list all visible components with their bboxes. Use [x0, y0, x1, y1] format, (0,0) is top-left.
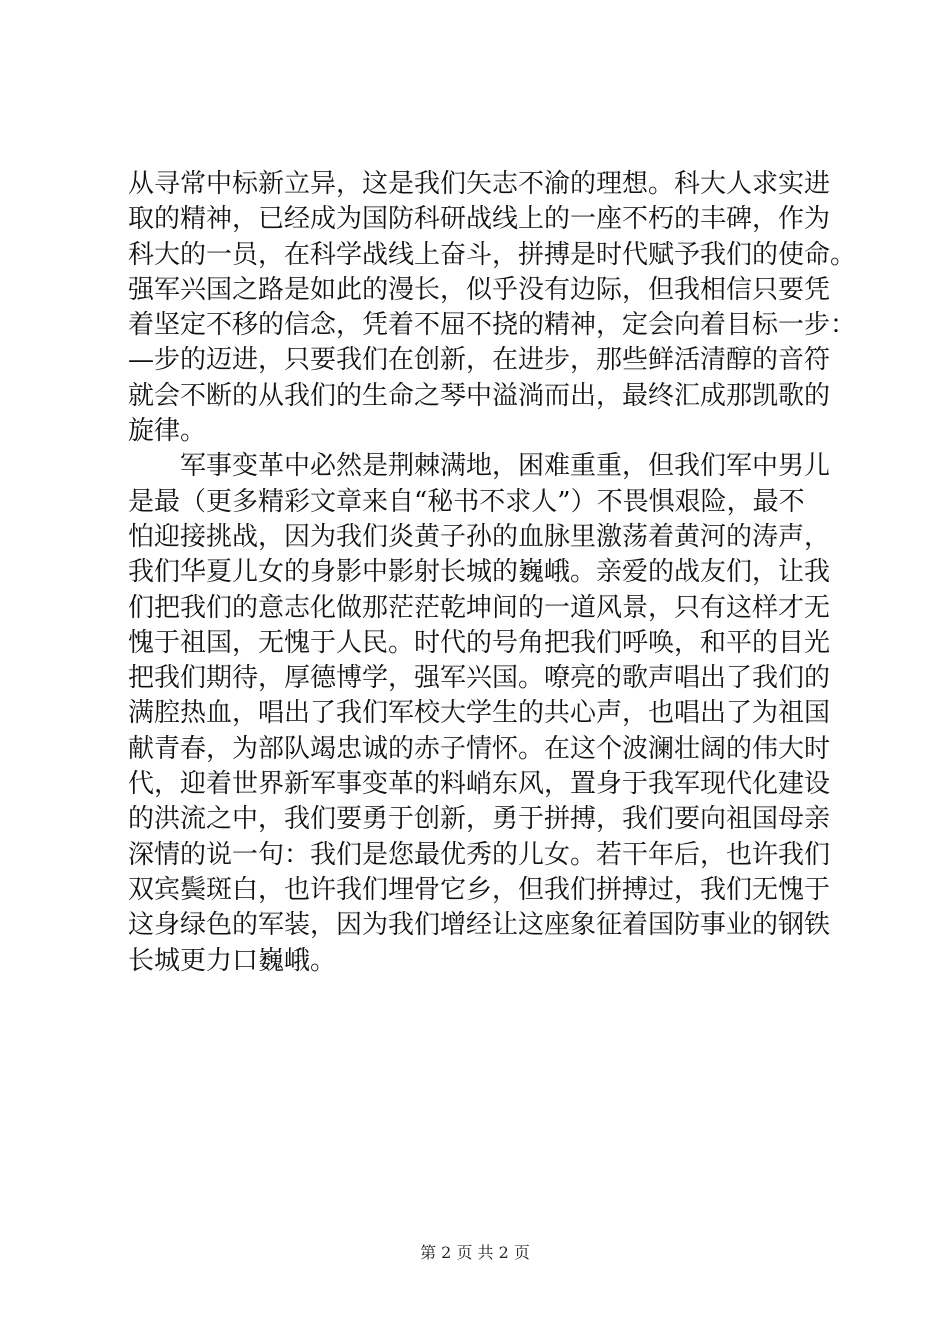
text-line: 着坚定不移的信念，凭着不屈不挠的精神，定会向着目标一步： [128, 310, 857, 341]
text-line: 我们华夏儿女的身影中影射长城的巍峨。亲爱的战友们，让我 [128, 557, 831, 588]
text-line: 深情的说一句：我们是您最优秀的儿女。若干年后，也许我们 [128, 839, 831, 870]
paragraph [128, 167, 857, 449]
text-line: 这身绿色的军装，因为我们增经让这座象征着国防事业的钢铁 [128, 910, 831, 941]
text-line: 科大的一员，在科学战线上奋斗，拼搏是时代赋予我们的使命。 [128, 239, 857, 270]
text-line: 是最（更多精彩文章来自“秘书不求人”）不畏惧艰险，最不 [128, 486, 805, 517]
text-line: 双宾鬓斑白，也许我们埋骨它乡，但我们拼搏过，我们无愧于 [128, 874, 831, 905]
paragraph [128, 449, 848, 978]
text-line: 献青春，为部队竭忠诚的赤子情怀。在这个波澜壮阔的伟大时 [128, 733, 831, 764]
text-line: —步的迈进，只要我们在创新，在进步，那些鲜活清醇的音符 [128, 345, 831, 376]
text-line: 取的精神，已经成为国防科研战线上的一座不朽的丰碑，作为 [128, 204, 831, 235]
text-line: 军事变革中必然是荆棘满地，困难重重，但我们军中男儿 [180, 451, 831, 482]
text-line: 旋律。 [128, 416, 207, 447]
body-text [128, 167, 857, 979]
text-line: 从寻常中标新立异，这是我们矢志不渝的理想。科大人求实进 [128, 169, 831, 199]
text-line: 愧于祖国，无愧于人民。时代的号角把我们呼唤，和平的目光 [128, 627, 831, 658]
text-line: 代，迎着世界新军事变革的料峭东风，置身于我军现代化建设 [128, 769, 831, 800]
text-line: 怕迎接挑战，因为我们炎黄子孙的血脉里激荡着黄河的涛声， [128, 521, 831, 552]
text-line: 们把我们的意志化做那茫茫乾坤间的一道风景，只有这样才无 [128, 592, 831, 623]
text-line: 的洪流之中，我们要勇于创新，勇于拼搏，我们要向祖国母亲 [128, 804, 831, 835]
text-line: 强军兴国之路是如此的漫长，似乎没有边际，但我相信只要凭 [128, 274, 831, 305]
text-line: 长城更力口巍峨。 [128, 945, 337, 976]
text-line: 把我们期待，厚德博学，强军兴国。嘹亮的歌声唱出了我们的 [128, 663, 831, 694]
text-line: 满腔热血，唱出了我们军校大学生的共心声，也唱出了为祖国 [128, 698, 831, 729]
page-number-footer: 第 2 页 共 2 页 [420, 1243, 530, 1262]
text-line: 就会不断的从我们的生命之琴中溢淌而出，最终汇成那凯歌的 [128, 380, 831, 411]
